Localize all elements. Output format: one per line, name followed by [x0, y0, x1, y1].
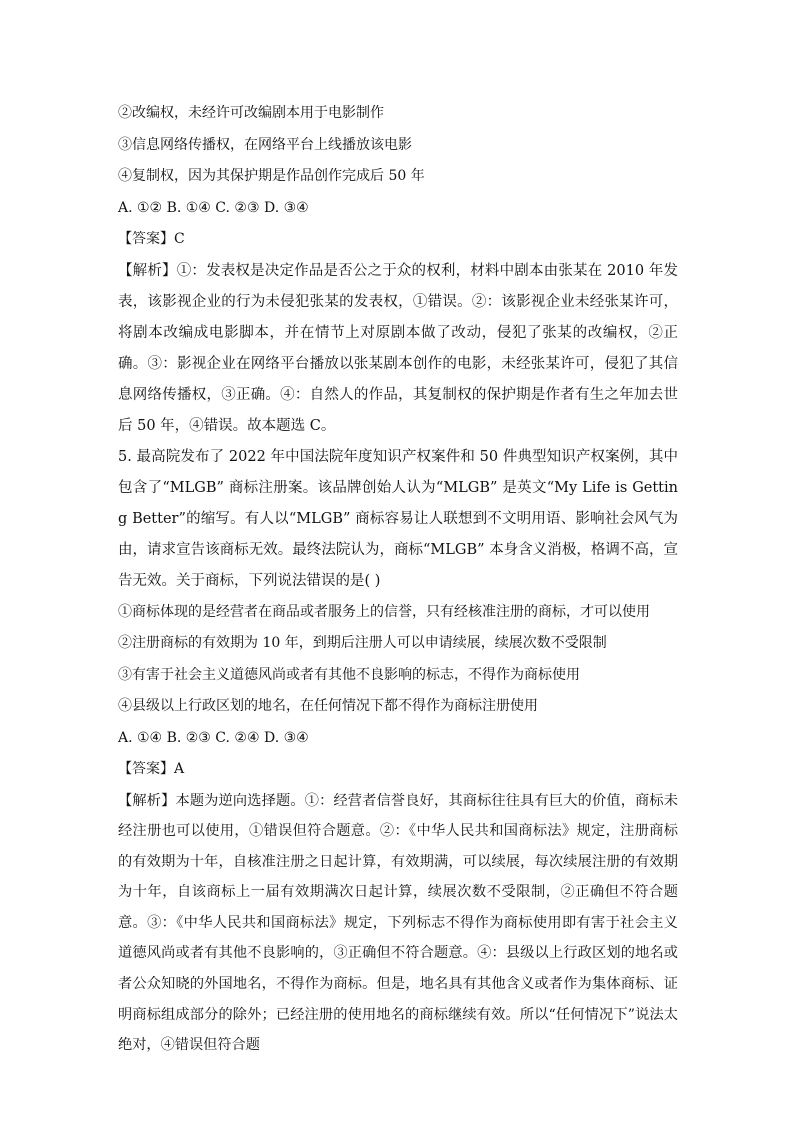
q5-analysis [118, 786, 678, 1061]
q5-choices: A. ①④ B. ②③ C. ②④ D. ③④ [118, 729, 309, 746]
q4-option-3: ③信息网络传播权，在网络平台上线播放该电影 [118, 136, 412, 153]
q5-answer-label: 【答案】 [118, 761, 174, 777]
q4-option-2: ②改编权，未经许可改编剧本用于电影制作 [118, 105, 384, 121]
document-page [118, 98, 678, 1061]
q4-answer-value: C [174, 231, 185, 247]
q4-analysis-label: 【解析】 [118, 262, 177, 279]
q5-option-1: ①商标体现的是经营者在商品或者服务上的信誉，只有经核准注册的商标，才可以使用 [118, 603, 650, 620]
q5-option-3: ③有害于社会主义道德风尚或者有其他不良影响的标志，不得作为商标使用 [118, 666, 580, 683]
q5-answer-value: A [174, 761, 185, 777]
q4-option-4: ④复制权，因为其保护期是作品创作完成后 50 年 [118, 168, 425, 184]
q4-answer-label: 【答案】 [118, 231, 174, 247]
q5-option-2: ②注册商标的有效期为 10 年，到期后注册人可以申请续展，续展次数不受限制 [118, 635, 607, 651]
q4-analysis [118, 256, 678, 442]
q5-analysis-text: 本题为逆向选择题。①：经营者信誉良好，其商标往往具有巨大的价值，商标未经注册也可以使用，①错误但符合题意。②：《中华人民共和国商标法》规定，注册商标的有效期为十年，自核准注册之日起计算，有效期满，可以续展，每次续展注册的有效期为十年，自该商标上一届有效期满次日起计算，续展次数不受限制，②正确但不符合题意。③：《中华人民共和国商标法》规定，下列标志不得作为商标使用即有害于社会主义道德风尚或者有其他不良影响的，③正确但不符合题意。④：县级以上行政区划的地名或者公众知晓的外国地名，不得作为商标。但是，地名具有其他含义或者作为集体商标、证明商标组成部分的除外；已经注册的使用地名的商标继续有效。所以“任何情况下”说法太绝对，④错误但符合题 [118, 792, 678, 1054]
q5-analysis-label: 【解析】 [118, 792, 176, 809]
q4-answer [118, 224, 678, 256]
q5-answer [118, 754, 678, 786]
q5-option-4: ④县级以上行政区划的地名，在任何情况下都不得作为商标注册使用 [118, 698, 538, 714]
q5-stem: 5. 最高院发布了 2022 年中国法院年度知识产权案件和 50 件典型知识产权案例，其中包含了“MLGB” 商标注册案。该品牌创始人认为“MLGB” 是英文“My Life is Getting Better”的缩写。有人以“MLGB” 商标容易让人联想到不文明用语、影响社会风气为由，请求宣告该商标无效。最终法院认为，商标“MLGB” 本身含义消极，格调不高，宣告无效。关于商标，下列说法错误的是( ) [118, 448, 678, 589]
q4-analysis-text: ①：发表权是决定作品是否公之于众的权利，材料中剧本由张某在 2010 年发表，该影视企业的行为未侵犯张某的发表权，①错误。②：该影视企业未经张某许可，将剧本改编成电影脚本，并在情节上对原剧本做了改动，侵犯了张某的改编权，②正确。③：影视企业在网络平台播放以张某剧本创作的电影，未经张某许可，侵犯了其信息网络传播权，③正确。④：自然人的作品，其复制权的保护期是作者有生之年加去世后 50 年，④错误。故本题选 C。 [118, 262, 679, 434]
q4-choices: A. ①② B. ①④ C. ②③ D. ③④ [118, 199, 309, 216]
